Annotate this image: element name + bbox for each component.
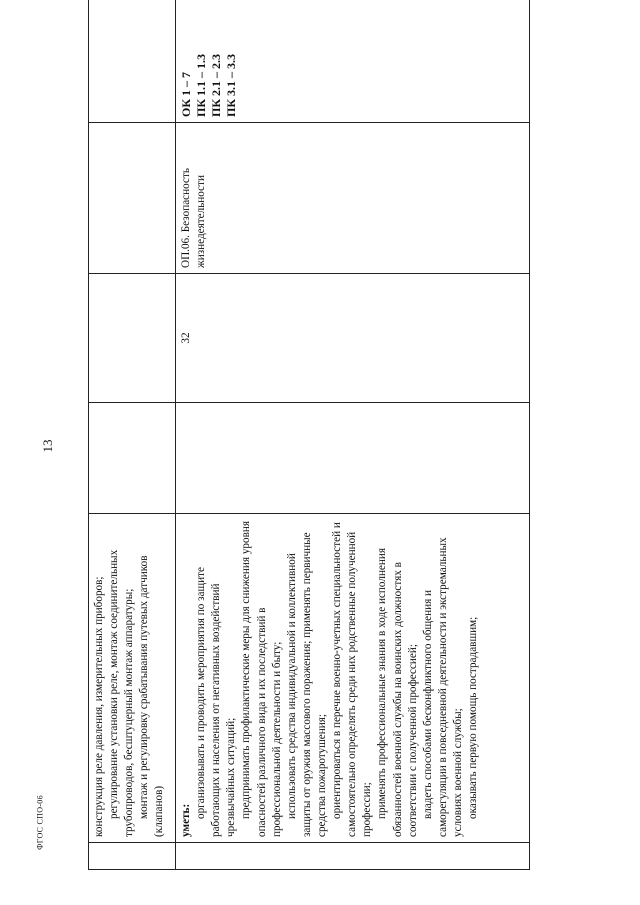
skill-item: организовывать и проводить мероприятия по защите работающих и населения от негативных воздействий чрезвычайных ситуаций; <box>195 567 238 837</box>
table-cell-empty <box>89 403 176 514</box>
table-cell-empty <box>89 123 176 274</box>
table-row <box>89 0 176 870</box>
competency-code: ПК 1.1 – 1.3 <box>194 53 208 117</box>
table-cell-index <box>89 843 176 870</box>
table-cell-index <box>176 843 530 870</box>
table-cell-skills <box>176 514 530 843</box>
table-cell-knowledge-top <box>89 514 176 843</box>
curriculum-table <box>88 0 530 870</box>
skill-item: оказывать первую помощь пострадавшим; <box>467 616 480 819</box>
table-cell-empty <box>89 274 176 403</box>
page-number: 13 <box>40 439 55 453</box>
competency-code: ПК 3.1 – 3.3 <box>224 53 238 117</box>
skill-item: ориентироваться в перечне военно-учетных специальностей и самостоятельно определять среди них родственные полученной профессии; <box>331 522 374 837</box>
skill-item: применять профессиональные знания в ходе исполнения обязанностей военной службы на воинских должностях в соответствии с полученной профессией; <box>376 547 419 837</box>
skills-heading: уметь: <box>180 803 192 837</box>
skill-item: владеть способами бесконфликтного общения и саморегуляции в повседневной деятельности и экстремальных условиях военной службы; <box>421 537 464 837</box>
table-cell-competencies <box>176 0 530 123</box>
competency-code: ПК 2.1 – 2.3 <box>209 53 223 117</box>
table-cell-empty <box>89 0 176 123</box>
table-cell-empty <box>176 403 530 514</box>
competency-code: ОК 1 – 7 <box>179 71 193 117</box>
knowledge-line: конструкция реле давления, измерительных приборов; <box>93 576 105 837</box>
table-row <box>176 0 530 870</box>
table-cell-hours: 32 <box>176 274 530 403</box>
skill-item: использовать средства индивидуальной и коллективной защиты от оружия массового поражения; применять первичные средства пожаротушения; <box>285 532 328 837</box>
table-cell-discipline: ОП.06. Безопасность жизнедеятельности <box>176 123 530 274</box>
skill-item: предпринимать профилактические меры для снижения уровня опасностей различного вида и их последствий в профессиональной деятельности и быту; <box>240 520 283 837</box>
knowledge-line: регулирование установки реле, монтаж соединительных трубопроводов, бесштуцерный монтаж аппаратуры; <box>108 549 136 837</box>
footer-code: ФГОС СПО-06 <box>35 795 45 850</box>
rotated-table-container <box>88 32 530 870</box>
knowledge-line: монтаж и регулировку срабатывания путевых датчиков (клапанов) <box>138 555 166 837</box>
